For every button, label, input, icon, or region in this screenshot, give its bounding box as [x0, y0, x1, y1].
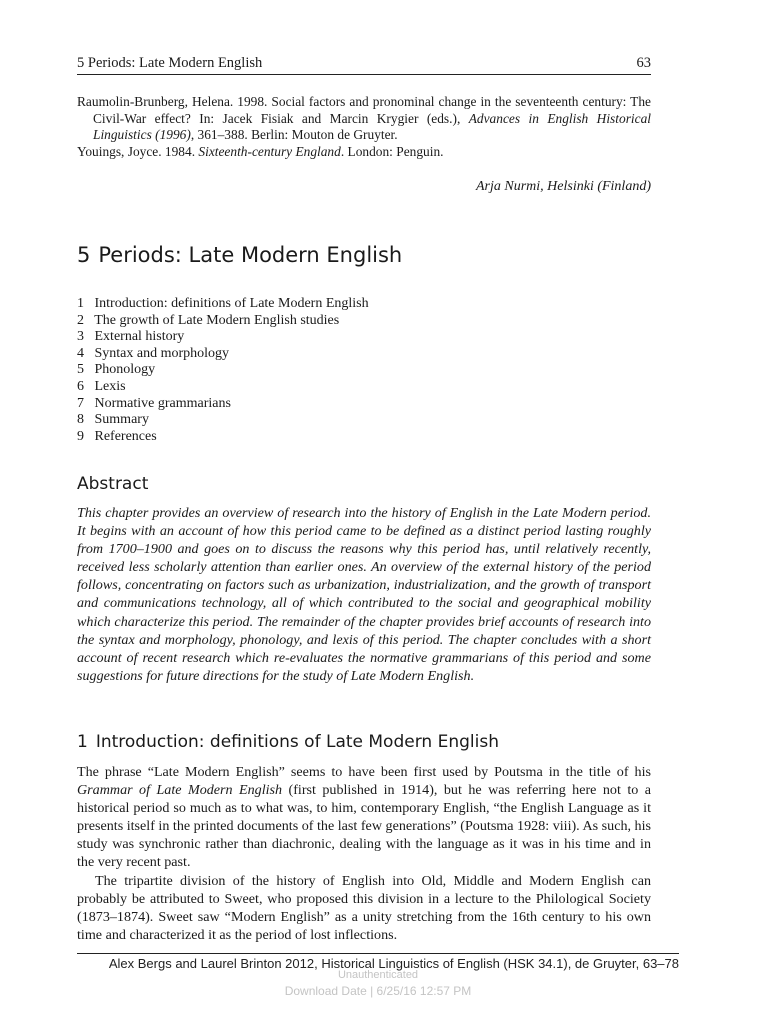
table-of-contents — [77, 296, 651, 445]
toc-item-number: 1 — [77, 296, 84, 311]
reference-text: Youings, Joyce. 1984. — [77, 143, 199, 159]
toc-item — [77, 429, 651, 446]
toc-item-number: 2 — [77, 312, 84, 328]
chapter-title-text: Periods: Late Modern English — [98, 243, 403, 267]
section-body — [77, 763, 651, 944]
section-heading — [77, 730, 499, 754]
toc-item — [77, 329, 651, 346]
footer-citation: Alex Bergs and Laurel Brinton 2012, Historical Linguistics of English (HSK 34.1), de Gruyter, 63–78 — [108, 956, 679, 971]
chapter-title — [77, 240, 402, 270]
toc-item-number: 7 — [77, 395, 84, 411]
author-signature: Arja Nurmi, Helsinki (Finland) — [476, 179, 651, 194]
reference-text: , 361–388. Berlin: Mouton de Gruyter. — [190, 127, 398, 143]
running-head — [77, 54, 651, 75]
cited-title: Grammar of Late Modern English — [77, 782, 283, 799]
toc-item-number: 4 — [77, 345, 84, 361]
toc-item-number: 6 — [77, 378, 84, 394]
body-paragraph: The tripartite division of the history of English into Old, Middle and Modern English can probably be attributed to Sweet, who proposed this division in a lecture to the Philological Society (1873–1874). Sweet saw “Modern English” as a unity stretching from the 16th century to his own time and characterized it as the period of lost inflections. — [77, 872, 651, 943]
reference-text: . London: Penguin. — [340, 143, 444, 159]
abstract-text: This chapter provides an overview of research into the history of English in the Late Modern period. It begins with an account of how this period came to be defined as a distinct period lasting roughly from 1700–1900 and goes on to discuss the reasons why this period has, until relatively recently, received less scholarly attention than earlier ones. An overview of the external history of the period follows, concentrating on factors such as urbanization, industrialization, and the growth of transport and communications technology, all of which contributed to the social and geographical mobility which characterize this period. The remainder of the chapter provides brief accounts of research into the syntax and morphology, phonology, and lexis of this period. The chapter concludes with a short account of recent research which re-evaluates the normative grammarians of this period and some suggestions for future directions for the study of Late Modern English. — [77, 505, 651, 684]
chapter-number: 5 — [77, 243, 91, 267]
paragraph-text: The phrase “Late Modern English” seems to have been first used by Poutsma in the title of his — [77, 764, 651, 780]
reference-title: Sixteenth-century England — [198, 143, 341, 159]
reference-title: Advances in English Historical Linguistics (1996) — [93, 110, 651, 143]
toc-item-number: 5 — [77, 362, 84, 378]
toc-item-label: Normative grammarians — [94, 395, 231, 411]
toc-item — [77, 379, 651, 396]
abstract-heading: Abstract — [77, 474, 149, 494]
reference-list — [77, 94, 651, 160]
reference-text: Raumolin-Brunberg, Helena. 1998. Social factors and pronominal change in the seventeenth century: The Civil-War effect? In: Jacek Fisiak and Marcin Krygier (eds.), — [77, 94, 651, 126]
toc-item-number: 9 — [77, 428, 84, 444]
section-number: 1 — [77, 732, 88, 752]
toc-item-label: Lexis — [94, 378, 126, 394]
toc-item — [77, 362, 651, 379]
footer-download-date: Download Date | 6/25/16 12:57 PM — [284, 984, 472, 998]
toc-item-label: Syntax and morphology — [94, 345, 230, 361]
toc-item — [77, 396, 651, 413]
footer-unauthenticated: Unauthenticated — [337, 969, 419, 981]
reference-entry — [77, 144, 651, 161]
toc-item-label: Summary — [94, 412, 149, 428]
toc-item-label: Phonology — [94, 362, 156, 378]
toc-item — [77, 296, 651, 313]
toc-item-label: Introduction: definitions of Late Modern English — [94, 296, 369, 311]
toc-item — [77, 313, 651, 330]
running-head-title: 5 Periods: Late Modern English — [77, 55, 263, 71]
toc-item-number: 8 — [77, 412, 84, 428]
paragraph-text: (first published in 1914), but he was referring here not to a historical period so much as to what was, to him, contemporary English, “the English Language as it presents itself in the printed documents of the last few generations” (Poutsma 1928: viii). As such, his study was synchronic rather than diachronic, dealing with the language as it was in his time and in the very recent past. — [77, 782, 651, 871]
body-paragraph — [77, 763, 651, 872]
reference-entry — [77, 94, 651, 144]
toc-item-number: 3 — [77, 329, 84, 345]
toc-item-label: The growth of Late Modern English studies — [94, 312, 340, 328]
toc-item — [77, 346, 651, 363]
toc-item-label: References — [94, 428, 157, 444]
footer-rule — [77, 953, 679, 954]
toc-item — [77, 412, 651, 429]
toc-item-label: External history — [94, 329, 185, 345]
page-number: 63 — [636, 55, 651, 71]
section-title: Introduction: definitions of Late Modern English — [95, 732, 499, 752]
